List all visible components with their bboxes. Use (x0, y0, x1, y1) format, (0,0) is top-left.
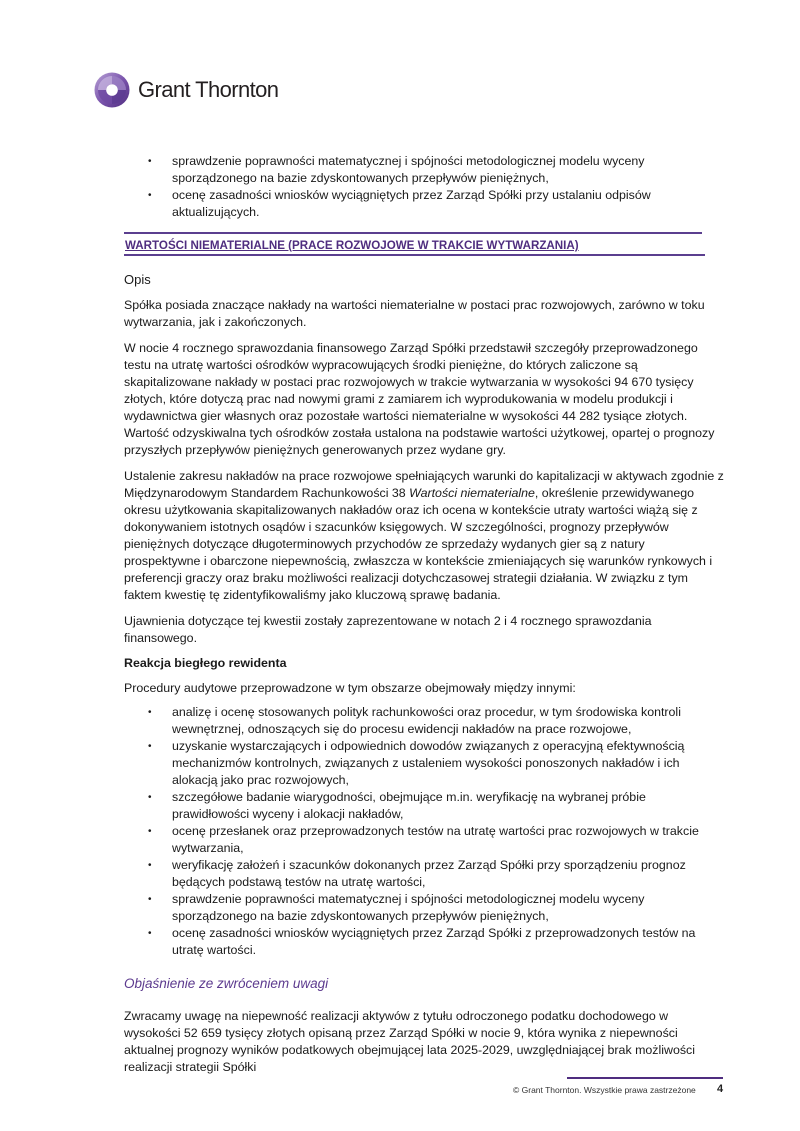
paragraph (124, 468, 724, 604)
paragraph: Spółka posiada znaczące nakłady na wartości niematerialne w postaci prac rozwojowych, zarówno w toku wytwarzania, jak i zakończonych. (124, 298, 705, 329)
divider (124, 254, 705, 256)
list-item: • ocenę zasadności wniosków wyciągniętych przez Zarząd Spółki przy ustalaniu odpisów aktualizujących. (124, 187, 724, 221)
section-heading (124, 232, 724, 256)
list-item: • ocenę przesłanek oraz przeprowadzonych testów na utratę wartości prac rozwojowych w trakcie wytwarzania, (124, 823, 724, 857)
opis-heading: Opis (124, 272, 151, 287)
emphasis-heading: Objaśnienie ze zwróceniem uwagi (124, 976, 329, 991)
list-item: • szczegółowe badanie wiarygodności, obejmujące m.in. weryfikację na wybranej próbie prawidłowości wyceny i alokacji nakładów, (124, 789, 724, 823)
list-item: • sprawdzenie poprawności matematycznej i spójności metodologicznej modelu wyceny sporządzonego na bazie zdyskontowanych przepływów pieniężnych, (124, 891, 724, 925)
paragraph: W nocie 4 rocznego sprawozdania finansowego Zarząd Spółki przedstawił szczegóły przeprowadzonego testu na utratę wartości ośrodków wypracowujących środki pieniężne, do których zaliczone są skapitalizowane nakłady w postaci prac rozwojowych w trakcie wytwarzania w wysokości 94 670 tysięcy złotych, które dotyczą prac nad nowymi grami z zamiarem ich wyprodukowania w modelu produkcji i wydawnictwa gier własnych oraz pozostałe wartości niematerialne w wysokości 44 282 tysiące złotych. Wartość odzyskiwalna tych ośrodków została ustalona na podstawie wartości użytkowej, opartej o prognozy przyszłych przepływów pieniężnych generowanych przez wydane gry. (124, 341, 715, 457)
list-item: • sprawdzenie poprawności matematycznej i spójności metodologicznej modelu wyceny sporządzonego na bazie zdyskontowanych przepływów pieniężnych, (124, 153, 724, 187)
paragraph: Procedury audytowe przeprowadzone w tym obszarze obejmowały między innymi: (124, 681, 576, 695)
document-body (124, 153, 724, 1076)
intro-bullet-list (124, 153, 724, 221)
list-item: • uzyskanie wystarczających i odpowiednich dowodów związanych z operacyjną efektywnością mechanizmów kontrolnych, związanych z ustaleniem wysokości ponoszonych nakładów i ich alokacją jako prac rozwojowych, (124, 738, 724, 789)
procedures-list (124, 704, 724, 959)
standard-title: Wartości niematerialne (409, 486, 535, 500)
section-title: WARTOŚCI NIEMATERIALNE (PRACE ROZWOJOWE W TRAKCIE WYTWARZANIA) (125, 239, 579, 252)
grant-thornton-swirl-icon (94, 72, 130, 108)
list-item: • weryfikację założeń i szacunków dokonanych przez Zarząd Spółki przy sporządzeniu prognoz będących podstawą testów na utratę wartości, (124, 857, 724, 891)
paragraph-text: , określenie przewidywanego okresu użytkowania skapitalizowanych nakładów oraz ich ocena w kontekście utraty wartości wiążą się z dokonywaniem istotnych osądów i szacunków księgowych. W szczególności, prognozy przepływów pieniężnych dotyczące długoterminowych przychodów ze sprzedaży wydanych gier są z natury prospektywne i obarczone niepewnością, zwłaszcza w kontekście zmieniających się warunków rynkowych i preferencji graczy oraz braku możliwości realizacji dotychczasowej strategii działania. W związku z tym faktem kwestię tę zidentyfikowaliśmy jako kluczową sprawę badania. (124, 486, 713, 602)
page-number: 4 (717, 1083, 724, 1095)
brand-name: Grant Thornton (138, 77, 279, 102)
footer-copyright: © Grant Thornton. Wszystkie prawa zastrzeżone (513, 1085, 696, 1095)
list-item: • analizę i ocenę stosowanych polityk rachunkowości oraz procedur, w tym środowiska kontroli wewnętrznej, odnoszących się do procesu ewidencji nakładów na prace rozwojowe, (124, 704, 724, 738)
paragraph: Zwracamy uwagę na niepewność realizacji aktywów z tytułu odroczonego podatku dochodowego w wysokości 52 659 tysięcy złotych opisaną przez Zarząd Spółki w nocie 9, która wynika z niepewności aktualnej prognozy wyników podatkowych obejmującej lata 2025-2029, uwzględniającej brak możliwości realizacji strategii Spółki (124, 1009, 695, 1074)
list-item: • ocenę zasadności wniosków wyciągniętych przez Zarząd Spółki z przeprowadzonych testów na utratę wartości. (124, 925, 724, 959)
paragraph: Ujawnienia dotyczące tej kwestii zostały zaprezentowane w notach 2 i 4 rocznego sprawozdania finansowego. (124, 614, 652, 645)
response-heading: Reakcja biegłego rewidenta (124, 656, 287, 670)
paragraph-text: Ustalenie zakresu nakładów na prace rozwojowe spełniających warunki do kapitalizacji w aktywach zgodnie z Międzynarodowym Standardem Rachunkowości 38 (124, 469, 724, 500)
logo (94, 72, 278, 108)
footer-divider (567, 1077, 723, 1079)
